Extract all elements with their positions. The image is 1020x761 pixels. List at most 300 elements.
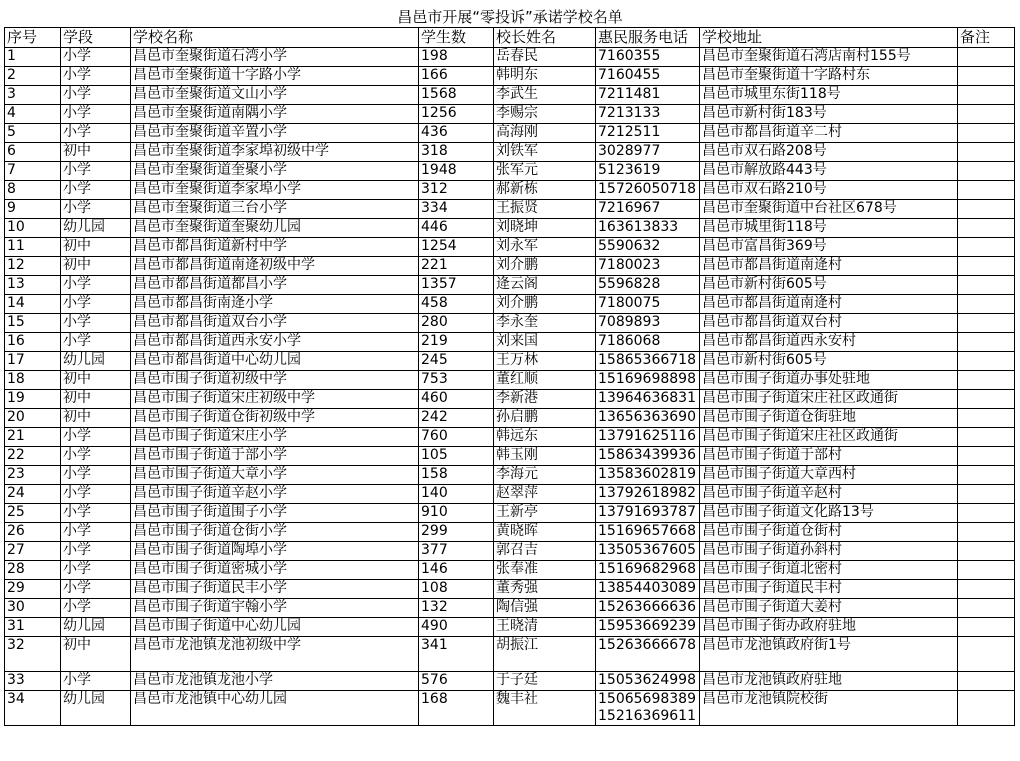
cell-index: 22: [5, 447, 61, 466]
cell-stage: 幼儿园: [61, 618, 131, 637]
cell-phone: 163613833: [596, 219, 700, 238]
cell-index: 14: [5, 295, 61, 314]
cell-address: 昌邑市都昌街道双台村: [700, 314, 958, 333]
cell-principal: 李海元: [494, 466, 596, 485]
cell-address: 昌邑市都昌街道西永安村: [700, 333, 958, 352]
cell-remarks: [958, 409, 1015, 428]
cell-remarks: [958, 580, 1015, 599]
cell-stage: 小学: [61, 295, 131, 314]
cell-index: 26: [5, 523, 61, 542]
cell-phone: 7213133: [596, 105, 700, 124]
cell-principal: 于子廷: [494, 672, 596, 691]
cell-phone: 5596828: [596, 276, 700, 295]
cell-index: 29: [5, 580, 61, 599]
cell-address: 昌邑市富昌街369号: [700, 238, 958, 257]
cell-remarks: [958, 67, 1015, 86]
cell-students: 221: [419, 257, 494, 276]
cell-address: 昌邑市龙池镇政府街1号: [700, 637, 958, 672]
cell-students: 341: [419, 637, 494, 672]
cell-remarks: [958, 672, 1015, 691]
cell-students: 753: [419, 371, 494, 390]
cell-stage: 初中: [61, 238, 131, 257]
cell-address: 昌邑市城里东街118号: [700, 86, 958, 105]
cell-students: 1254: [419, 238, 494, 257]
cell-stage: 小学: [61, 314, 131, 333]
cell-school-name: 昌邑市都昌街道中心幼儿园: [131, 352, 419, 371]
cell-phone: 15263666636: [596, 599, 700, 618]
cell-school-name: 昌邑市围子街道于部小学: [131, 447, 419, 466]
cell-school-name: 昌邑市围子街道中心幼儿园: [131, 618, 419, 637]
cell-index: 24: [5, 485, 61, 504]
cell-address: 昌邑市围子街道仓街村: [700, 523, 958, 542]
phone-line-1: 15065698389: [598, 691, 696, 707]
cell-phone: 7186068: [596, 333, 700, 352]
cell-principal: 胡振江: [494, 637, 596, 672]
cell-principal: 逄云阁: [494, 276, 596, 295]
cell-phone: 7180023: [596, 257, 700, 276]
cell-phone: 3028977: [596, 143, 700, 162]
cell-address: 昌邑市奎聚街道中台社区678号: [700, 200, 958, 219]
cell-school-name: 昌邑市都昌街道新村中学: [131, 238, 419, 257]
cell-address: 昌邑市都昌街道南逄村: [700, 295, 958, 314]
cell-school-name: 昌邑市都昌街道南逄初级中学: [131, 257, 419, 276]
school-list-table: [4, 27, 1015, 726]
document-title: 昌邑市开展“零投诉”承诺学校名单: [397, 8, 623, 26]
cell-address: 昌邑市都昌街道南逄村: [700, 257, 958, 276]
cell-phone: 7180075: [596, 295, 700, 314]
cell-students: 1568: [419, 86, 494, 105]
cell-remarks: [958, 637, 1015, 672]
cell-remarks: [958, 371, 1015, 390]
cell-phone: 15053624998: [596, 672, 700, 691]
table-row: [5, 219, 1015, 238]
table-row: [5, 672, 1015, 691]
cell-index: 9: [5, 200, 61, 219]
cell-index: 10: [5, 219, 61, 238]
cell-students: 1256: [419, 105, 494, 124]
cell-stage: 小学: [61, 542, 131, 561]
cell-students: 280: [419, 314, 494, 333]
cell-remarks: [958, 428, 1015, 447]
cell-remarks: [958, 618, 1015, 637]
cell-phone: 15169698898: [596, 371, 700, 390]
table-row: [5, 523, 1015, 542]
cell-address: 昌邑市龙池镇院校街: [700, 691, 958, 726]
cell-remarks: [958, 295, 1015, 314]
cell-students: 910: [419, 504, 494, 523]
table-row: [5, 390, 1015, 409]
cell-index: 28: [5, 561, 61, 580]
cell-students: 576: [419, 672, 494, 691]
cell-phone: 7211481: [596, 86, 700, 105]
header-row: [5, 28, 1015, 48]
cell-stage: 初中: [61, 257, 131, 276]
cell-stage: 幼儿园: [61, 219, 131, 238]
cell-phone: 13964636831: [596, 390, 700, 409]
cell-remarks: [958, 691, 1015, 726]
cell-phone: 13583602819: [596, 466, 700, 485]
cell-remarks: [958, 523, 1015, 542]
cell-phone: 13854403089: [596, 580, 700, 599]
cell-school-name: 昌邑市奎聚街道奎聚小学: [131, 162, 419, 181]
cell-students: 245: [419, 352, 494, 371]
cell-index: 1: [5, 48, 61, 67]
table-row: [5, 466, 1015, 485]
cell-index: 2: [5, 67, 61, 86]
cell-index: 6: [5, 143, 61, 162]
cell-stage: 小学: [61, 580, 131, 599]
cell-stage: 小学: [61, 86, 131, 105]
table-row: [5, 181, 1015, 200]
cell-students: 166: [419, 67, 494, 86]
cell-school-name: 昌邑市围子街道辛赵小学: [131, 485, 419, 504]
cell-school-name: 昌邑市龙池镇中心幼儿园: [131, 691, 419, 726]
cell-principal: 高海刚: [494, 124, 596, 143]
cell-index: 19: [5, 390, 61, 409]
cell-phone: 7216967: [596, 200, 700, 219]
table-row: [5, 257, 1015, 276]
table-row: [5, 561, 1015, 580]
cell-students: 318: [419, 143, 494, 162]
cell-index: 7: [5, 162, 61, 181]
cell-address: 昌邑市围子街道北密村: [700, 561, 958, 580]
table-row: [5, 105, 1015, 124]
cell-school-name: 昌邑市围子街道仓街小学: [131, 523, 419, 542]
cell-stage: 初中: [61, 143, 131, 162]
cell-address: 昌邑市双石路210号: [700, 181, 958, 200]
cell-principal: 李新港: [494, 390, 596, 409]
cell-principal: 刘晓坤: [494, 219, 596, 238]
cell-address: 昌邑市都昌街道辛二村: [700, 124, 958, 143]
cell-principal: 王万林: [494, 352, 596, 371]
cell-school-name: 昌邑市龙池镇龙池小学: [131, 672, 419, 691]
cell-remarks: [958, 200, 1015, 219]
table-row: [5, 352, 1015, 371]
cell-principal: 张奉准: [494, 561, 596, 580]
cell-students: 377: [419, 542, 494, 561]
cell-students: 490: [419, 618, 494, 637]
cell-index: 11: [5, 238, 61, 257]
cell-students: 1948: [419, 162, 494, 181]
cell-index: 16: [5, 333, 61, 352]
cell-principal: 刘介鹏: [494, 257, 596, 276]
cell-remarks: [958, 542, 1015, 561]
cell-remarks: [958, 257, 1015, 276]
cell-students: 140: [419, 485, 494, 504]
cell-address: 昌邑市围子街道辛赵村: [700, 485, 958, 504]
cell-principal: 陶信强: [494, 599, 596, 618]
cell-students: 105: [419, 447, 494, 466]
cell-school-name: 昌邑市都昌街道西永安小学: [131, 333, 419, 352]
cell-stage: 初中: [61, 637, 131, 672]
col-header-stage: 学段: [61, 28, 131, 48]
cell-principal: 韩明东: [494, 67, 596, 86]
cell-principal: 刘来国: [494, 333, 596, 352]
cell-remarks: [958, 561, 1015, 580]
cell-students: 334: [419, 200, 494, 219]
cell-remarks: [958, 352, 1015, 371]
cell-remarks: [958, 466, 1015, 485]
cell-students: 219: [419, 333, 494, 352]
cell-principal: 孙启鹏: [494, 409, 596, 428]
cell-stage: 小学: [61, 561, 131, 580]
cell-phone: 15863439936: [596, 447, 700, 466]
cell-principal: 王新亭: [494, 504, 596, 523]
cell-phone: 15726050718: [596, 181, 700, 200]
cell-principal: 刘介鹏: [494, 295, 596, 314]
table-row: [5, 691, 1015, 726]
cell-remarks: [958, 599, 1015, 618]
table-row: [5, 48, 1015, 67]
cell-remarks: [958, 143, 1015, 162]
cell-remarks: [958, 447, 1015, 466]
table-row: [5, 238, 1015, 257]
cell-index: 8: [5, 181, 61, 200]
col-header-school-name: 学校名称: [131, 28, 419, 48]
cell-school-name: 昌邑市围子街道仓街初级中学: [131, 409, 419, 428]
cell-address: 昌邑市围子街道民丰村: [700, 580, 958, 599]
cell-index: 13: [5, 276, 61, 295]
cell-address: 昌邑市龙池镇政府驻地: [700, 672, 958, 691]
cell-remarks: [958, 105, 1015, 124]
cell-address: 昌邑市城里街118号: [700, 219, 958, 238]
cell-stage: 小学: [61, 485, 131, 504]
cell-students: 760: [419, 428, 494, 447]
cell-index: 20: [5, 409, 61, 428]
cell-students: 168: [419, 691, 494, 726]
cell-principal: 韩远东: [494, 428, 596, 447]
cell-students: 198: [419, 48, 494, 67]
cell-index: 25: [5, 504, 61, 523]
table-row: [5, 409, 1015, 428]
cell-phone: 15953669239: [596, 618, 700, 637]
cell-stage: 初中: [61, 390, 131, 409]
cell-stage: 小学: [61, 276, 131, 295]
cell-address: 昌邑市围子街道宋庄社区政通街: [700, 428, 958, 447]
cell-stage: 幼儿园: [61, 352, 131, 371]
cell-school-name: 昌邑市都昌街道双台小学: [131, 314, 419, 333]
cell-stage: 初中: [61, 409, 131, 428]
cell-index: 27: [5, 542, 61, 561]
cell-index: 12: [5, 257, 61, 276]
cell-school-name: 昌邑市围子街道初级中学: [131, 371, 419, 390]
cell-students: 242: [419, 409, 494, 428]
cell-school-name: 昌邑市都昌街南逄小学: [131, 295, 419, 314]
cell-students: 108: [419, 580, 494, 599]
cell-remarks: [958, 485, 1015, 504]
cell-stage: 小学: [61, 447, 131, 466]
cell-phone: 13656363690: [596, 409, 700, 428]
table-row: [5, 86, 1015, 105]
cell-stage: 小学: [61, 200, 131, 219]
col-header-address: 学校地址: [700, 28, 958, 48]
cell-phone: [596, 691, 700, 726]
cell-index: 33: [5, 672, 61, 691]
cell-index: 18: [5, 371, 61, 390]
cell-school-name: 昌邑市奎聚街道十字路小学: [131, 67, 419, 86]
cell-stage: 小学: [61, 333, 131, 352]
cell-stage: 小学: [61, 466, 131, 485]
cell-phone: 13792618982: [596, 485, 700, 504]
table-row: [5, 428, 1015, 447]
cell-stage: 小学: [61, 672, 131, 691]
cell-principal: 韩玉刚: [494, 447, 596, 466]
cell-phone: 15263666678: [596, 637, 700, 672]
col-header-phone: 惠民服务电话: [596, 28, 700, 48]
table-row: [5, 276, 1015, 295]
cell-school-name: 昌邑市围子街道宇翰小学: [131, 599, 419, 618]
cell-address: 昌邑市新村街605号: [700, 352, 958, 371]
cell-address: 昌邑市围子街道大章西村: [700, 466, 958, 485]
cell-students: 299: [419, 523, 494, 542]
cell-school-name: 昌邑市奎聚街道文山小学: [131, 86, 419, 105]
phone-line-2: 15216369611: [598, 708, 696, 724]
cell-index: 30: [5, 599, 61, 618]
cell-students: 436: [419, 124, 494, 143]
cell-index: 32: [5, 637, 61, 672]
cell-school-name: 昌邑市奎聚街道南隅小学: [131, 105, 419, 124]
cell-remarks: [958, 162, 1015, 181]
cell-phone: 7160455: [596, 67, 700, 86]
cell-remarks: [958, 333, 1015, 352]
cell-index: 23: [5, 466, 61, 485]
cell-address: 昌邑市围子街道办事处驻地: [700, 371, 958, 390]
cell-school-name: 昌邑市奎聚街道三台小学: [131, 200, 419, 219]
cell-students: 312: [419, 181, 494, 200]
cell-school-name: 昌邑市围子街道陶埠小学: [131, 542, 419, 561]
cell-index: 15: [5, 314, 61, 333]
cell-index: 21: [5, 428, 61, 447]
cell-address: 昌邑市新村街183号: [700, 105, 958, 124]
cell-address: 昌邑市围子街办政府驻地: [700, 618, 958, 637]
cell-principal: 黄晓晖: [494, 523, 596, 542]
cell-school-name: 昌邑市奎聚街道李家埠初级中学: [131, 143, 419, 162]
cell-phone: 7212511: [596, 124, 700, 143]
cell-students: 146: [419, 561, 494, 580]
cell-principal: 李永奎: [494, 314, 596, 333]
cell-principal: 刘铁军: [494, 143, 596, 162]
cell-students: 460: [419, 390, 494, 409]
cell-index: 3: [5, 86, 61, 105]
table-row: [5, 371, 1015, 390]
cell-phone: 7089893: [596, 314, 700, 333]
cell-phone: 15865366718: [596, 352, 700, 371]
cell-remarks: [958, 276, 1015, 295]
cell-address: 昌邑市新村街605号: [700, 276, 958, 295]
cell-principal: 赵翠萍: [494, 485, 596, 504]
cell-school-name: 昌邑市围子街道密城小学: [131, 561, 419, 580]
cell-address: 昌邑市奎聚街道十字路村东: [700, 67, 958, 86]
cell-remarks: [958, 219, 1015, 238]
cell-address: 昌邑市围子街道于部村: [700, 447, 958, 466]
cell-index: 5: [5, 124, 61, 143]
cell-principal: 张军元: [494, 162, 596, 181]
cell-index: 31: [5, 618, 61, 637]
cell-school-name: 昌邑市围子街道大章小学: [131, 466, 419, 485]
cell-address: 昌邑市围子街道宋庄社区政通街: [700, 390, 958, 409]
cell-principal: 王振贤: [494, 200, 596, 219]
table-row: [5, 67, 1015, 86]
cell-phone: 15169657668: [596, 523, 700, 542]
cell-index: 34: [5, 691, 61, 726]
table-row: [5, 580, 1015, 599]
cell-stage: 幼儿园: [61, 691, 131, 726]
table-row: [5, 618, 1015, 637]
cell-school-name: 昌邑市奎聚街道辛置小学: [131, 124, 419, 143]
cell-stage: 小学: [61, 162, 131, 181]
cell-students: 132: [419, 599, 494, 618]
cell-school-name: 昌邑市围子街道围子小学: [131, 504, 419, 523]
cell-phone: 13791693787: [596, 504, 700, 523]
cell-remarks: [958, 238, 1015, 257]
cell-phone: 5590632: [596, 238, 700, 257]
cell-school-name: 昌邑市奎聚街道奎聚幼儿园: [131, 219, 419, 238]
cell-principal: 李武生: [494, 86, 596, 105]
cell-remarks: [958, 314, 1015, 333]
col-header-students: 学生数: [419, 28, 494, 48]
cell-school-name: 昌邑市奎聚街道石湾小学: [131, 48, 419, 67]
cell-stage: 小学: [61, 105, 131, 124]
col-header-principal: 校长姓名: [494, 28, 596, 48]
cell-principal: 郭召吉: [494, 542, 596, 561]
table-row: [5, 485, 1015, 504]
cell-school-name: 昌邑市围子街道民丰小学: [131, 580, 419, 599]
cell-address: 昌邑市围子街道文化路13号: [700, 504, 958, 523]
cell-stage: 小学: [61, 599, 131, 618]
cell-school-name: 昌邑市都昌街道都昌小学: [131, 276, 419, 295]
cell-phone: 7160355: [596, 48, 700, 67]
cell-principal: 董秀强: [494, 580, 596, 599]
cell-phone: 13505367605: [596, 542, 700, 561]
cell-principal: 魏丰社: [494, 691, 596, 726]
table-row: [5, 599, 1015, 618]
cell-remarks: [958, 86, 1015, 105]
cell-stage: 小学: [61, 48, 131, 67]
cell-remarks: [958, 48, 1015, 67]
cell-school-name: 昌邑市围子街道宋庄小学: [131, 428, 419, 447]
cell-remarks: [958, 390, 1015, 409]
cell-address: 昌邑市围子街道孙斜村: [700, 542, 958, 561]
cell-address: 昌邑市奎聚街道石湾店南村155号: [700, 48, 958, 67]
cell-students: 158: [419, 466, 494, 485]
cell-index: 17: [5, 352, 61, 371]
cell-principal: 刘永军: [494, 238, 596, 257]
cell-principal: 王晓清: [494, 618, 596, 637]
table-row: [5, 143, 1015, 162]
table-row: [5, 295, 1015, 314]
cell-phone: 13791625116: [596, 428, 700, 447]
cell-students: 1357: [419, 276, 494, 295]
cell-address: 昌邑市解放路443号: [700, 162, 958, 181]
cell-stage: 小学: [61, 124, 131, 143]
table-row: [5, 504, 1015, 523]
cell-remarks: [958, 504, 1015, 523]
cell-students: 458: [419, 295, 494, 314]
table-row: [5, 637, 1015, 672]
cell-school-name: 昌邑市奎聚街道李家埠小学: [131, 181, 419, 200]
cell-principal: 岳春民: [494, 48, 596, 67]
cell-phone: 15169682968: [596, 561, 700, 580]
cell-stage: 小学: [61, 504, 131, 523]
cell-address: 昌邑市双石路208号: [700, 143, 958, 162]
cell-stage: 小学: [61, 428, 131, 447]
cell-principal: 董红顺: [494, 371, 596, 390]
cell-remarks: [958, 124, 1015, 143]
table-row: [5, 542, 1015, 561]
cell-students: 446: [419, 219, 494, 238]
table-row: [5, 447, 1015, 466]
cell-index: 4: [5, 105, 61, 124]
